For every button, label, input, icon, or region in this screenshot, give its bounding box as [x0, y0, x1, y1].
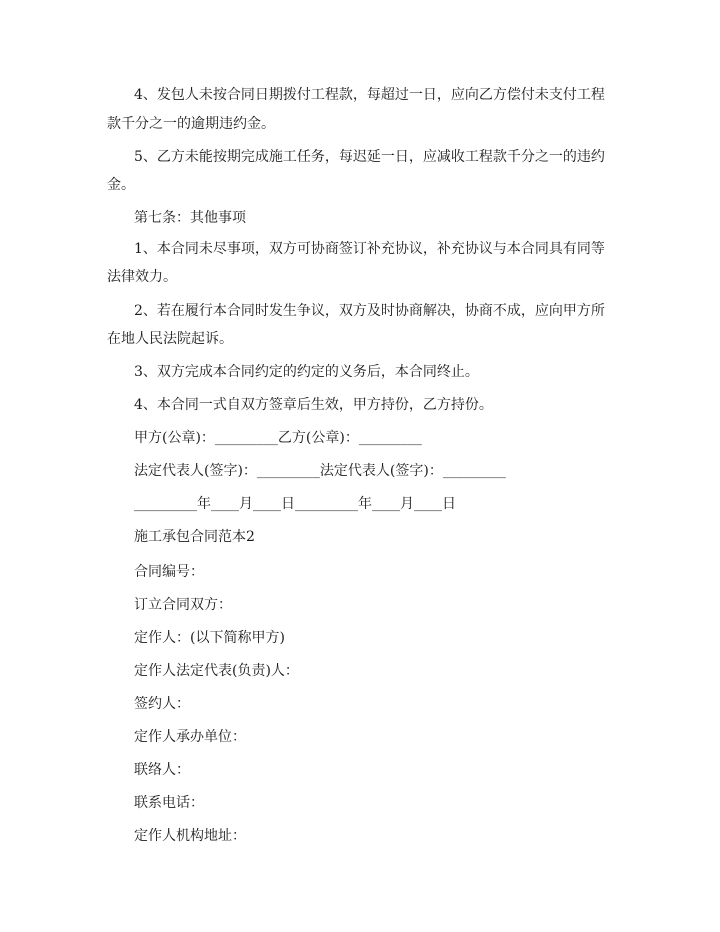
signer-field: 签约人： [134, 696, 190, 712]
item-1-line-1: 1、本合同未尽事项，双方可协商签订补充协议，补充协议与本合同具有同等 [134, 241, 605, 257]
item-2-line-1: 2、若在履行本合同时发生争议，双方及时协商解决，协商不成，应向甲方所 [134, 303, 605, 319]
para-5-line-1: 5、乙方未能按期完成施工任务，每迟延一日，应减收工程款千分之一的违约 [134, 149, 605, 165]
para-4-line-2: 款千分之一的逾期违约金。 [107, 116, 275, 132]
representative-signature-line: 法定代表人(签字)：_________法定代表人(签字)：_________ [134, 463, 506, 479]
orderer-unit-field: 定作人承办单位： [134, 729, 246, 745]
orderer-representative-field: 定作人法定代表(负责)人： [134, 663, 299, 679]
para-5-line-2: 金。 [107, 177, 135, 193]
orderer-field: 定作人：(以下简称甲方) [134, 630, 285, 646]
contract-parties-label: 订立合同双方： [134, 597, 232, 613]
item-3: 3、双方完成本合同约定的约定的义务后，本合同终止。 [134, 364, 479, 380]
para-4-line-1: 4、发包人未按合同日期拨付工程款，每超过一日，应向乙方偿付未支付工程 [134, 87, 605, 103]
item-2-line-2: 在地人民法院起诉。 [107, 331, 233, 347]
contact-person-field: 联络人： [134, 762, 190, 778]
date-line: _________年____月____日_________年____月____日 [134, 496, 456, 512]
contract-number-field: 合同编号： [134, 564, 204, 580]
orderer-address-field: 定作人机构地址： [134, 828, 246, 844]
item-4: 4、本合同一式自双方签章后生效，甲方持份，乙方持份。 [134, 397, 493, 413]
seal-line: 甲方(公章)：_________乙方(公章)：_________ [134, 430, 422, 446]
article-7-heading: 第七条：其他事项 [134, 210, 246, 226]
phone-field: 联系电话： [134, 795, 204, 811]
template-2-title: 施工承包合同范本2 [134, 529, 255, 545]
item-1-line-2: 法律效力。 [107, 269, 177, 285]
